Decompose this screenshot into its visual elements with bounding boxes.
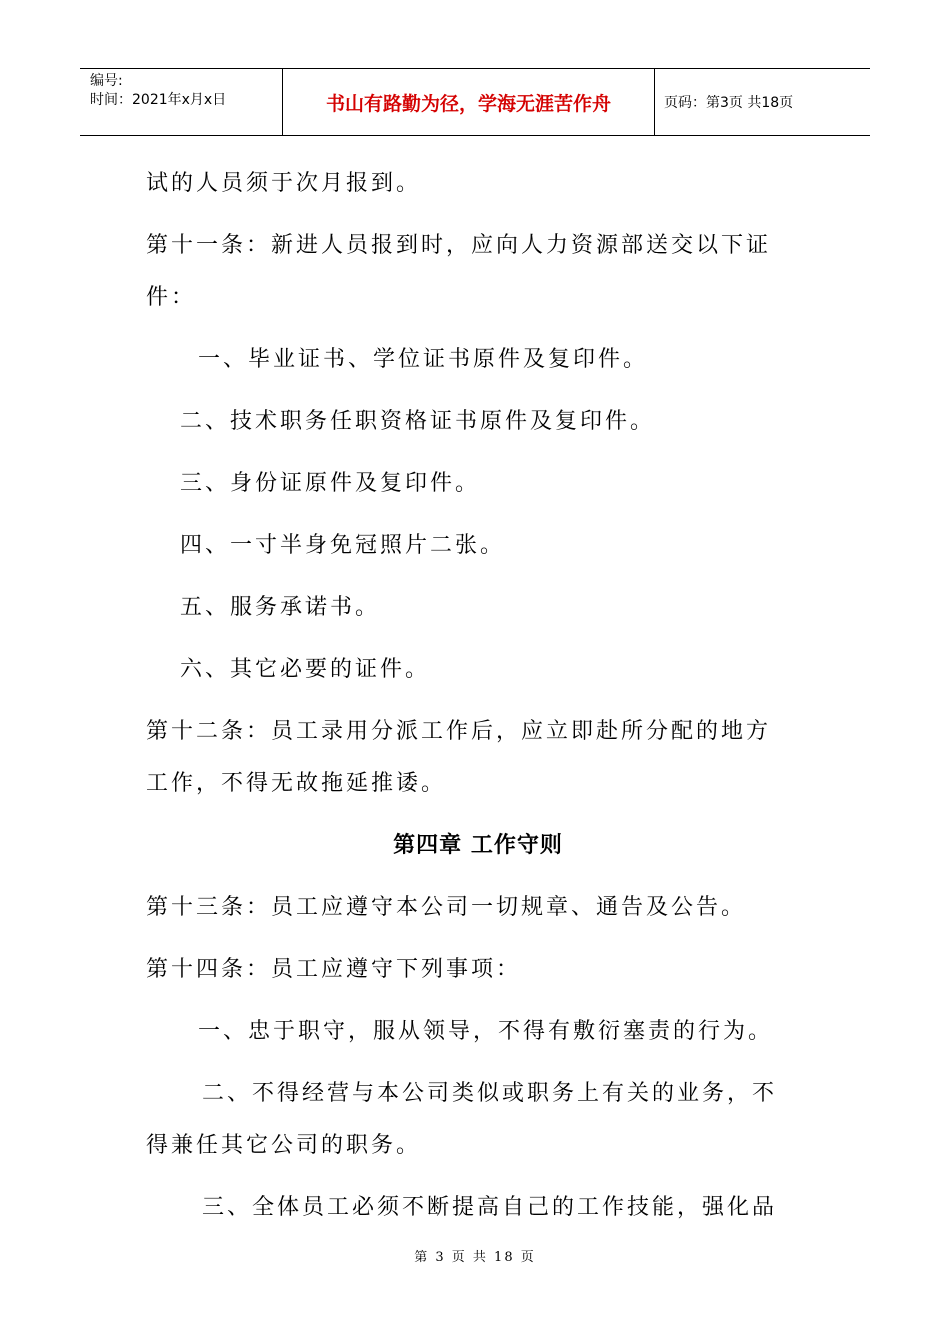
rule-item-line1: 三、全体员工必须不断提高自己的工作技能，强化品 bbox=[202, 1195, 778, 1220]
document-date: 时间：2021年x月x日 bbox=[90, 92, 227, 108]
list-item: 六、其它必要的证件。 bbox=[180, 657, 431, 682]
page-footer: 第 3 页 共 18 页 bbox=[414, 1250, 536, 1265]
rule-item-line2: 得兼任其它公司的职务。 bbox=[146, 1133, 422, 1158]
header-motto: 书山有路勤为径，学海无涯苦作舟 bbox=[283, 69, 655, 135]
list-item: 五、服务承诺书。 bbox=[180, 595, 381, 620]
list-item: 四、一寸半身免冠照片二张。 bbox=[180, 533, 506, 558]
list-item: 一、毕业证书、学位证书原件及复印件。 bbox=[198, 347, 649, 372]
list-item: 二、技术职务任职资格证书原件及复印件。 bbox=[180, 409, 656, 434]
article-14: 第十四条：员工应遵守下列事项： bbox=[146, 957, 522, 982]
article-12-line1: 第十二条：员工录用分派工作后，应立即赴所分配的地方 bbox=[146, 719, 772, 744]
article-11-line1: 第十一条：新进人员报到时，应向人力资源部送交以下证 bbox=[146, 233, 772, 258]
header-page-number: 页码：第3页 共18页 bbox=[664, 95, 794, 111]
header-meta bbox=[80, 69, 283, 135]
list-item: 三、身份证原件及复印件。 bbox=[180, 471, 481, 496]
article-13: 第十三条：员工应遵守本公司一切规章、通告及公告。 bbox=[146, 895, 747, 920]
article-12-line2: 工作，不得无故拖延推诿。 bbox=[146, 771, 447, 796]
rule-item: 一、忠于职守，服从领导，不得有敷衍塞责的行为。 bbox=[198, 1019, 774, 1044]
document-header bbox=[80, 68, 870, 136]
article-11-line2: 件： bbox=[146, 285, 197, 310]
rule-item-line1: 二、不得经营与本公司类似或职务上有关的业务，不 bbox=[202, 1081, 778, 1106]
paragraph: 试的人员须于次月报到。 bbox=[146, 171, 422, 196]
document-number-label: 编号: bbox=[90, 73, 123, 89]
chapter-heading: 第四章 工作守则 bbox=[393, 833, 563, 858]
